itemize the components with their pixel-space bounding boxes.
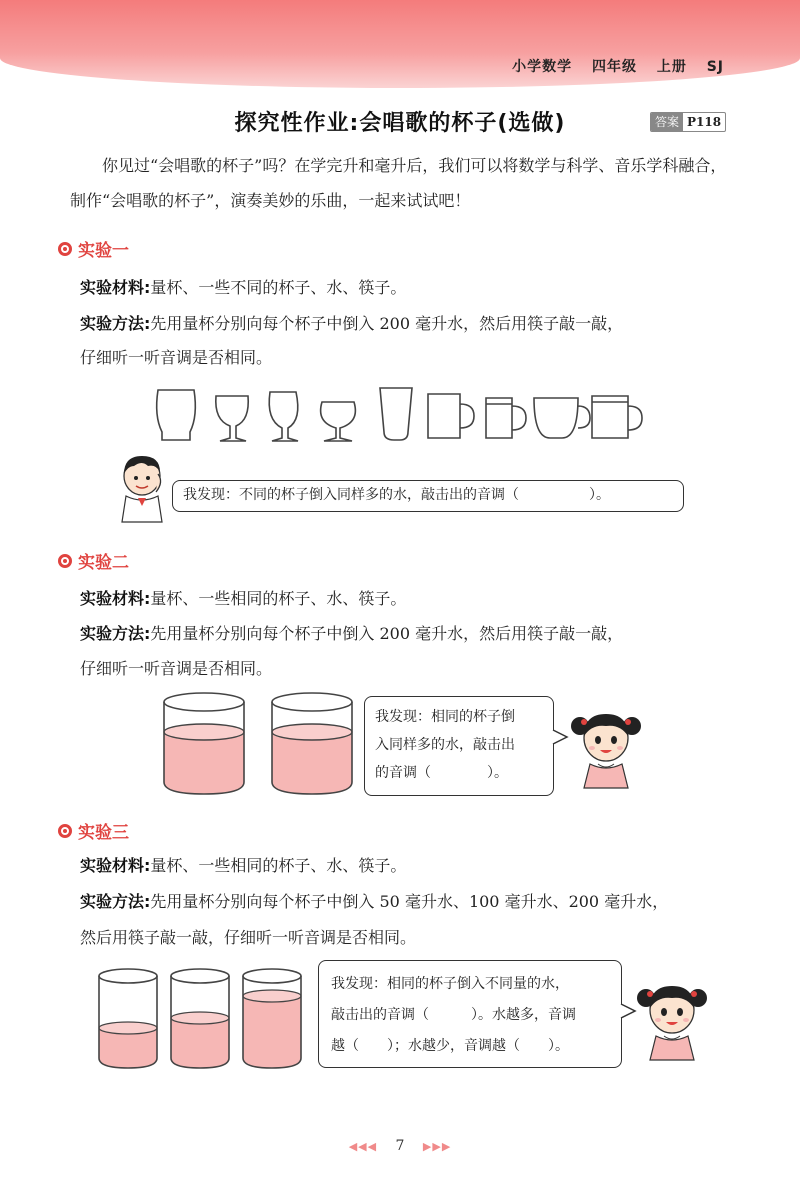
experiment-3-method	[80, 886, 730, 918]
cup-4	[321, 402, 356, 441]
method-label: 实验方法:	[80, 624, 151, 643]
experiment-1-method-cont: 仔细听一听音调是否相同。	[80, 348, 273, 367]
header-info	[498, 56, 724, 76]
experiment-1-method	[80, 308, 730, 340]
method-label: 实验方法:	[80, 892, 151, 911]
method-text: 先用量杯分别向每个杯子中倒入 200 毫升水，然后用筷子敲一敲，	[150, 624, 624, 643]
cup-8	[534, 398, 590, 438]
bubble-tail	[621, 1002, 637, 1020]
glass-50ml	[99, 969, 157, 1068]
experiment-2-title-text: 实验二	[78, 553, 129, 573]
bubble-tail	[553, 728, 569, 746]
materials-text: 量杯、一些相同的杯子、水、筷子。	[150, 856, 407, 875]
cup-6	[428, 394, 474, 438]
experiment-1-title-text: 实验一	[78, 241, 129, 261]
girl-character	[636, 976, 708, 1060]
header-edition: SJ	[706, 59, 724, 75]
page-footer	[0, 1138, 800, 1154]
materials-text: 量杯、一些不同的杯子、水、筷子。	[150, 278, 407, 297]
girl-character	[570, 704, 642, 788]
two-equal-glasses	[160, 690, 360, 800]
target-icon	[58, 554, 72, 568]
experiment-2-title	[58, 548, 129, 573]
answer-page: P118	[687, 115, 722, 129]
method-label: 实验方法:	[80, 314, 151, 333]
glass-2	[272, 693, 352, 794]
page-title: 探究性作业:会唱歌的杯子(选做)	[234, 111, 566, 136]
experiment-3-title	[58, 818, 129, 843]
header-volume: 上册	[656, 59, 687, 75]
cup-1	[157, 390, 196, 440]
answer-label: 答案	[651, 113, 683, 131]
experiment-1-title	[58, 236, 129, 261]
experiment-2-finding-line-1: 我发现：相同的杯子倒	[375, 709, 515, 725]
method-text: 先用量杯分别向每个杯子中倒入 50 毫升水、100 毫升水、200 毫升水，	[150, 892, 669, 911]
header-grade: 四年级	[591, 59, 637, 75]
experiment-3-finding-line-1: 我发现：相同的杯子倒入不同量的水，	[331, 976, 569, 992]
cup-7	[486, 398, 526, 438]
experiment-2-materials	[80, 583, 730, 615]
method-text: 先用量杯分别向每个杯子中倒入 200 毫升水，然后用筷子敲一敲，	[150, 314, 624, 333]
boy-character	[112, 452, 172, 524]
experiment-2-finding-bubble	[364, 696, 554, 796]
page-number: 7	[395, 1138, 405, 1154]
experiment-3-method-cont: 然后用筷子敲一敲，仔细听一听音调是否相同。	[80, 928, 417, 947]
materials-text: 量杯、一些相同的杯子、水、筷子。	[150, 589, 407, 608]
target-icon	[58, 824, 72, 838]
experiment-2-method-cont: 仔细听一听音调是否相同。	[80, 659, 273, 678]
experiment-2-finding-line-3: 的音调（ ）。	[375, 765, 508, 781]
experiment-1-finding: 我发现：不同的杯子倒入同样多的水，敲击出的音调（ ）。	[183, 487, 610, 503]
experiment-3-finding-line-3: 越（ ）；水越少，音调越（ ）。	[331, 1038, 569, 1054]
experiment-1-materials	[80, 272, 730, 304]
experiment-2-finding-line-2: 入同样多的水，敲击出	[375, 737, 515, 753]
glass-200ml	[243, 969, 301, 1068]
glass-1	[164, 693, 244, 794]
experiment-3-materials	[80, 850, 730, 882]
prev-arrows-icon: ◀◀◀	[348, 1140, 378, 1153]
three-glasses-varying-water	[96, 966, 306, 1076]
next-arrows-icon: ▶▶▶	[422, 1140, 452, 1153]
cup-9	[592, 396, 642, 438]
experiment-3-title-text: 实验三	[78, 823, 129, 843]
intro-paragraph: 你见过“会唱歌的杯子”吗？在学完升和毫升后，我们可以将数学与科学、音乐学科融合，制作“会唱歌的杯子”，演奏美妙的乐曲，一起来试试吧！	[70, 156, 727, 210]
answer-tag[interactable]	[650, 112, 726, 132]
cup-2	[216, 396, 248, 441]
materials-label: 实验材料:	[80, 278, 151, 297]
cup-3	[269, 392, 298, 441]
experiment-2-method	[80, 618, 730, 650]
glass-100ml	[171, 969, 229, 1068]
cup-5	[380, 388, 412, 440]
experiment-3-finding-line-2: 敲击出的音调（ ）。水越多，音调	[331, 1007, 576, 1023]
experiment-3-finding-bubble	[318, 960, 622, 1068]
header-subject: 小学数学	[512, 59, 573, 75]
experiment-1-finding-bubble	[172, 480, 684, 512]
assorted-cups-illustration	[150, 386, 650, 446]
materials-label: 实验材料:	[80, 856, 151, 875]
materials-label: 实验材料:	[80, 589, 151, 608]
target-icon	[58, 242, 72, 256]
